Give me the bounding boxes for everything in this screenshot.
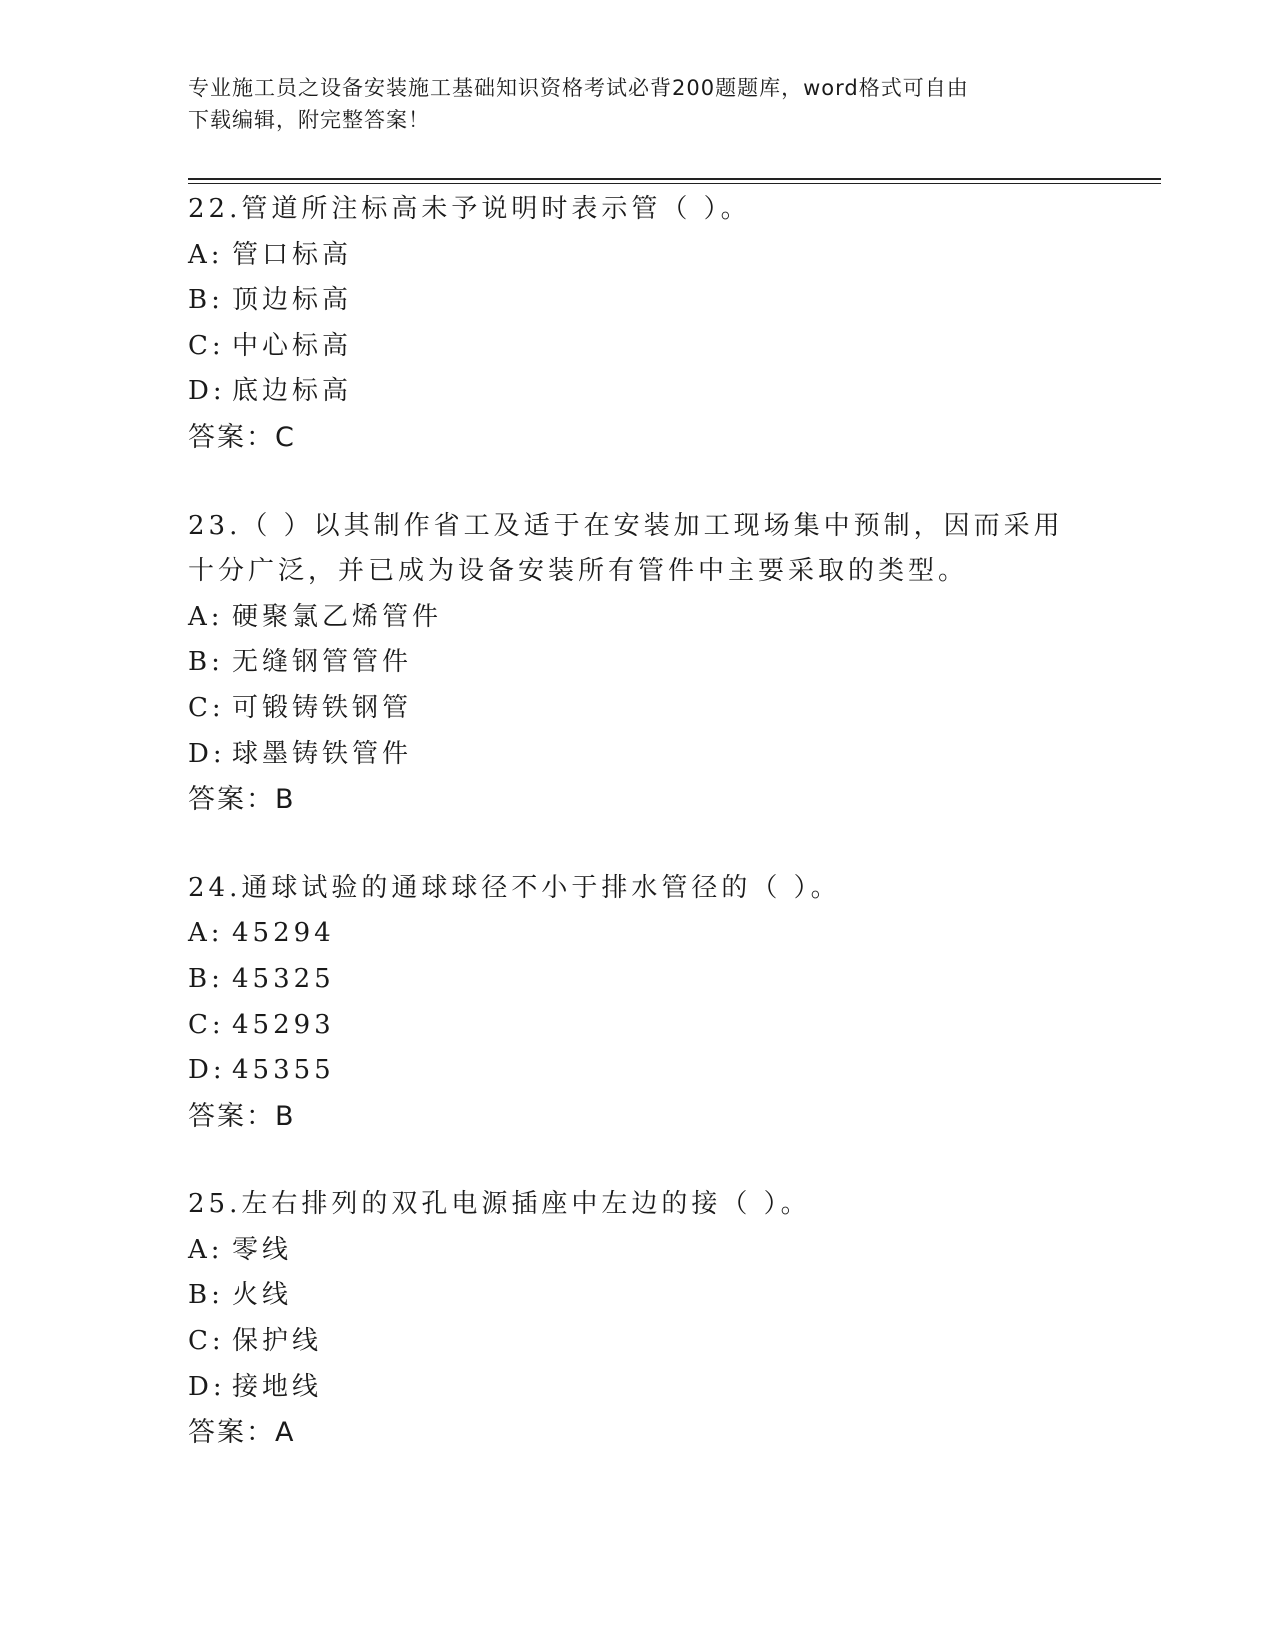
option-letter: D: [188,1055,226,1086]
option-letter: A: [188,601,224,632]
option-text: 保护线 [232,1326,323,1357]
option-text: 45355 [232,1055,335,1086]
question-22 [188,187,1088,461]
option-text: 45325 [232,963,335,994]
question-stem: 24.通球试验的通球球径不小于排水管径的（ ）。 [188,872,841,903]
option-c [188,1003,1088,1049]
option-letter: C: [188,330,225,361]
option-b [188,640,1088,686]
question-list [188,187,1088,1499]
option-text: 45293 [232,1009,335,1040]
document-header [188,72,1068,136]
option-a [188,1228,1088,1274]
question-stem: 23.（ ）以其制作省工及适于在安装加工现场集中预制，因而采用十分广泛，并已成为设备安装所有管件中主要采取的类型。 [188,510,1064,587]
option-text: 零线 [232,1234,293,1265]
option-text: 顶边标高 [232,285,353,316]
option-letter: A: [188,1234,224,1265]
answer-line: 答案：B [188,1100,296,1132]
option-c [188,324,1088,370]
header-divider-thin [188,183,1161,184]
option-b [188,1273,1088,1319]
question-25 [188,1182,1088,1456]
option-letter: C: [188,1326,225,1357]
question-stem: 25.左右排列的双孔电源插座中左边的接（ ）。 [188,1189,811,1220]
option-text: 球墨铸铁管件 [232,738,413,769]
answer-line: 答案：C [188,421,296,453]
option-text: 中心标高 [232,330,353,361]
option-letter: C: [188,692,225,723]
option-text: 火线 [232,1280,293,1311]
option-letter: D: [188,1371,226,1402]
option-text: 可锻铸铁钢管 [232,692,413,723]
option-b [188,278,1088,324]
option-b [188,957,1088,1003]
answer-line: 答案：B [188,784,296,816]
option-d [188,732,1088,778]
question-24 [188,866,1088,1140]
option-letter: A: [188,918,224,949]
option-a [188,911,1088,957]
header-divider-thick [188,178,1161,180]
option-letter: B: [188,647,224,678]
option-text: 无缝钢管管件 [232,647,413,678]
option-a [188,595,1088,641]
option-letter: D: [188,738,226,769]
option-text: 底边标高 [232,376,353,407]
option-letter: B: [188,285,224,316]
option-letter: B: [188,1280,224,1311]
option-text: 硬聚氯乙烯管件 [232,601,443,632]
question-23 [188,504,1088,823]
option-text: 接地线 [232,1371,323,1402]
option-letter: C: [188,1009,225,1040]
option-text: 管口标高 [232,239,353,270]
option-d [188,1048,1088,1094]
header-line-2: 下载编辑，附完整答案！ [188,108,430,132]
option-d [188,369,1088,415]
option-c [188,1319,1088,1365]
option-text: 45294 [232,918,335,949]
option-d [188,1365,1088,1411]
question-stem: 22.管道所注标高未予说明时表示管（ ）。 [188,194,751,224]
header-line-1: 专业施工员之设备安装施工基础知识资格考试必背200题题库，word格式可自由 [188,76,969,100]
option-letter: B: [188,963,224,994]
option-c [188,686,1088,732]
option-letter: A: [188,239,224,270]
option-a [188,233,1088,279]
option-letter: D: [188,376,226,407]
answer-line: 答案：A [188,1417,296,1449]
